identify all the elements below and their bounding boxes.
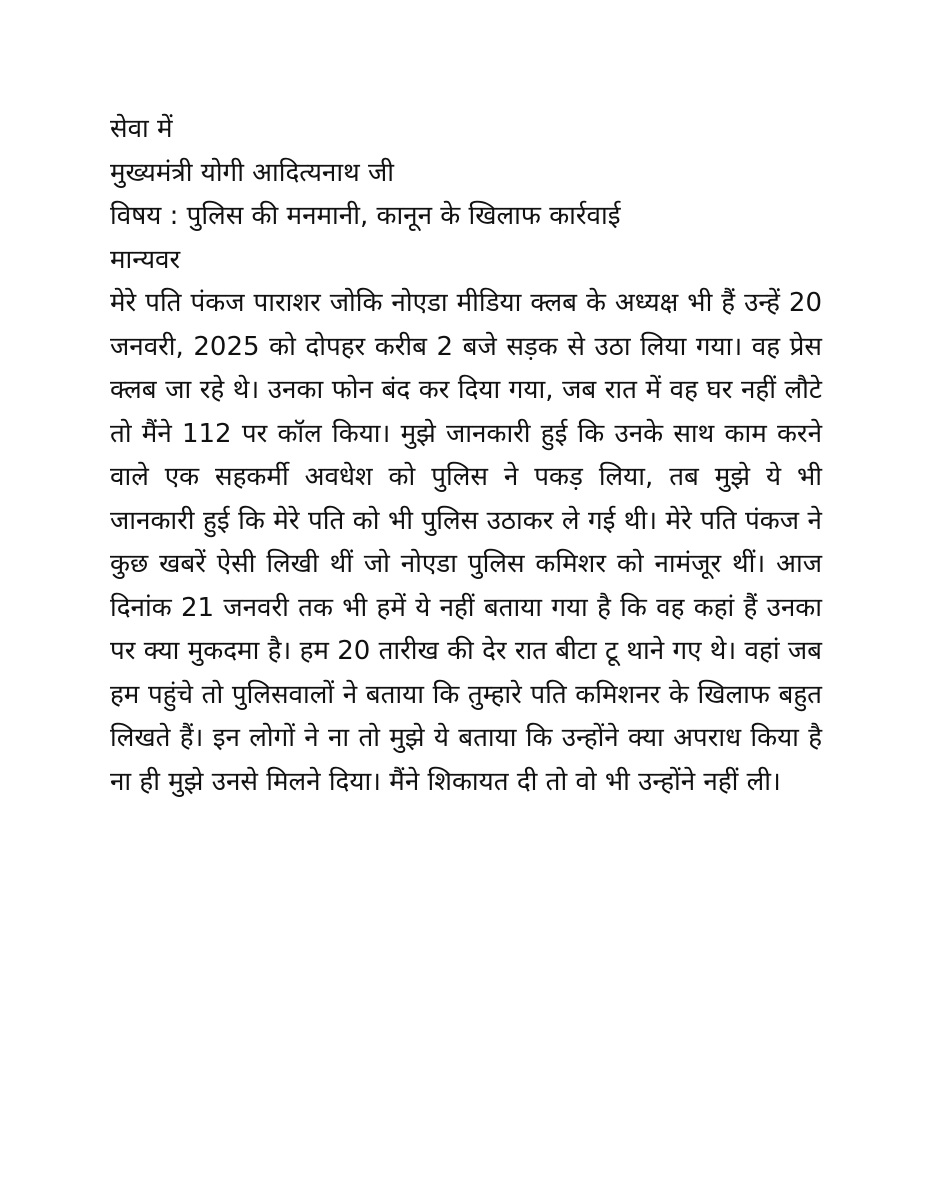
letter-body: मेरे पति पंकज पाराशर जोकि नोएडा मीडिया क्लब के अध्यक्ष भी हैं उन्हें 20 जनवरी, 2025 को दोपहर करीब 2 बजे सड़क से उठा लिया गया। वह प्रेस क्लब जा रहे थे। उनका फोन बंद कर दिया गया, जब रात में वह घर नहीं लौटे तो मैंने 112 पर कॉल किया। मुझे जानकारी हुई कि उनके साथ काम करने वाले एक सहकर्मी अवधेश को पुलिस ने पकड़ लिया, तब मुझे ये भी जानकारी हुई कि मेरे पति को भी पुलिस उठाकर ले गई थी। मेरे पति पंकज ने कुछ खबरें ऐसी लिखी थीं जो नोएडा पुलिस कमिशर को नामंजूर थीं। आज दिनांक 21 जनवरी तक भी हमें ये नहीं बताया गया है कि वह कहां हैं उनका पर क्या मुकदमा है। हम 20 तारीख की देर रात बीटा टू थाने गए थे। वहां जब हम पहुंचे तो पुलिसवालों ने बताया कि तुम्हारे पति कमिशनर के खिलाफ बहुत लिखते हैं। इन लोगों ने ना तो मुझे ये बताया कि उन्होंने क्या अपराध किया है ना ही मुझे उनसे मिलने दिया। मैंने शिकायत दी तो वो भी उन्होंने नहीं ली।	[110, 288, 822, 797]
salutation-to: सेवा में	[110, 114, 173, 144]
greeting: मान्यवर	[110, 244, 181, 275]
letter	[110, 108, 822, 804]
recipient: मुख्यमंत्री योगी आदित्यनाथ जी	[110, 157, 394, 188]
subject-line: विषय : पुलिस की मनमानी, कानून के खिलाफ कार्रवाई	[110, 201, 621, 231]
